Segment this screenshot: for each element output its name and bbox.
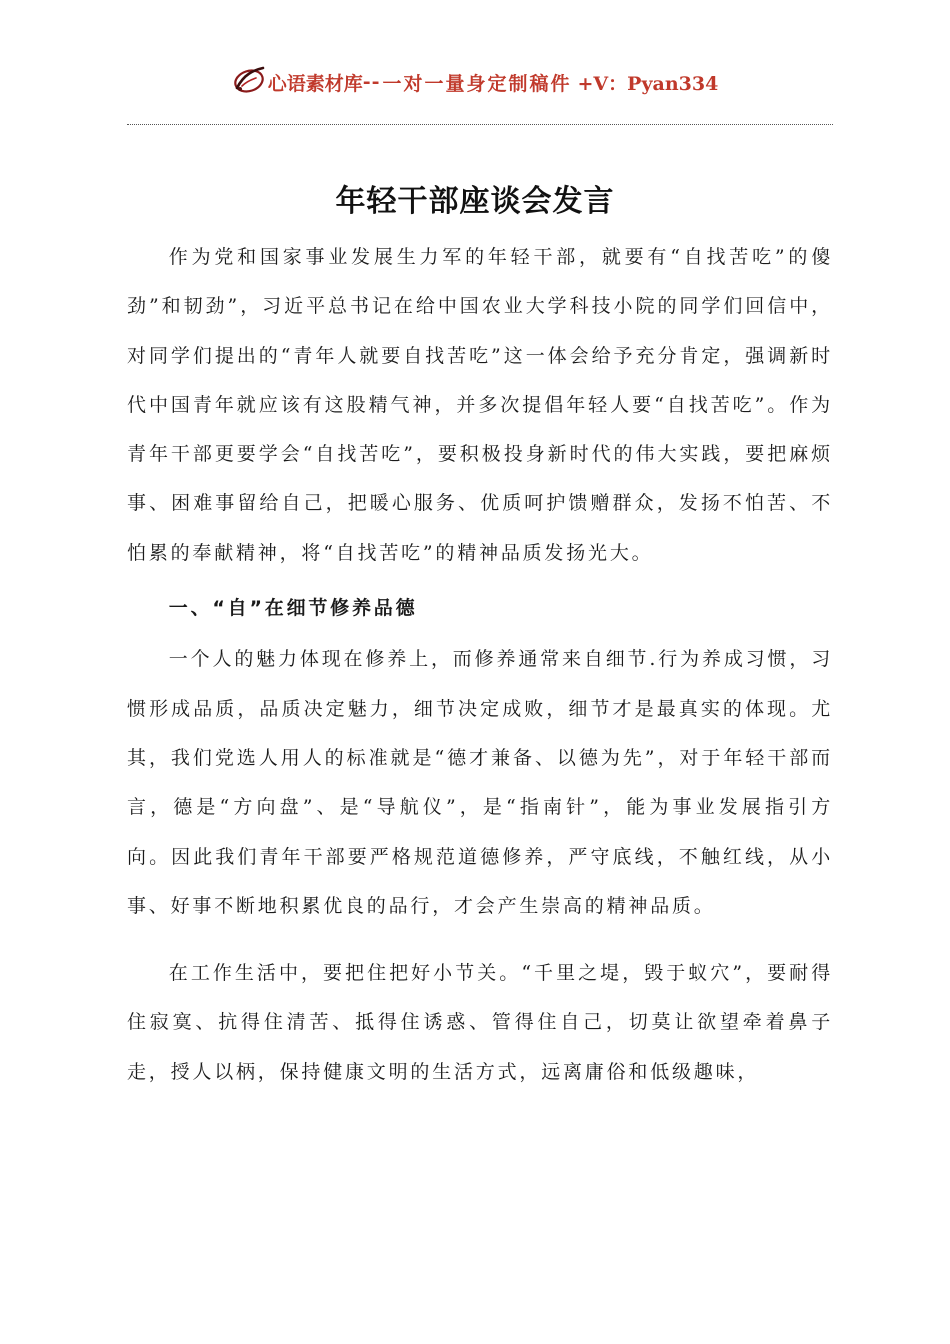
header-slogan: 一对一量身定制稿件 <box>382 72 572 95</box>
paragraph-section-1: 一个人的魅力体现在修养上，而修养通常来自细节.行为养成习惯，习惯形成品质，品质决定魅力，细节决定成败，细节才是最真实的体现。尤其，我们党选人用人的标准就是“德才兼备、以德为先”，对于年轻干部而言，德是“方向盘”、是“导航仪”，是“指南针”，能为事业发展指引方向。因此我们青年干部要严格规范道德修养，严守底线，不触红线，从小事、好事不断地积累优良的品行，才会产生崇高的精神品质。 <box>127 648 833 917</box>
document-title: 年轻干部座谈会发言 <box>335 184 615 219</box>
document-body <box>127 233 833 1097</box>
page-header <box>0 62 950 102</box>
header-separator: -- <box>362 71 381 93</box>
header-site-name: 心语素材库 <box>267 72 363 95</box>
header-contact: +V：Pyan334 <box>577 72 719 95</box>
paragraph-intro: 作为党和国家事业发展生力军的年轻干部，就要有“自找苦吃”的傻劲”和韧劲”，习近平总书记在给中国农业大学科技小院的同学们回信中，对同学们提出的“青年人就要自找苦吃”这一体会给予充分肯定，强调新时代中国青年就应该有这股精气神，并多次提倡年轻人要“自找苦吃”。作为青年干部更要学会“自找苦吃”，要积极投身新时代的伟大实践，要把麻烦事、困难事留给自己，把暖心服务、优质呵护馈赠群众，发扬不怕苦、不怕累的奉献精神，将“自找苦吃”的精神品质发扬光大。 <box>127 246 833 564</box>
header-divider <box>127 124 833 125</box>
section-heading-1: 一、“自”在细节修养品德 <box>168 597 418 620</box>
paragraph-section-1-continued: 在工作生活中，要把住把好小节关。“千里之堤，毁于蚁穴”，要耐得住寂寞、抗得住清苦、抵得住诱惑、管得住自己，切莫让欲望牵着鼻子走，授人以柄，保持健康文明的生活方式，远离庸俗和低级趣味， <box>127 962 833 1083</box>
brush-calligraphy-logo-icon <box>232 64 266 96</box>
